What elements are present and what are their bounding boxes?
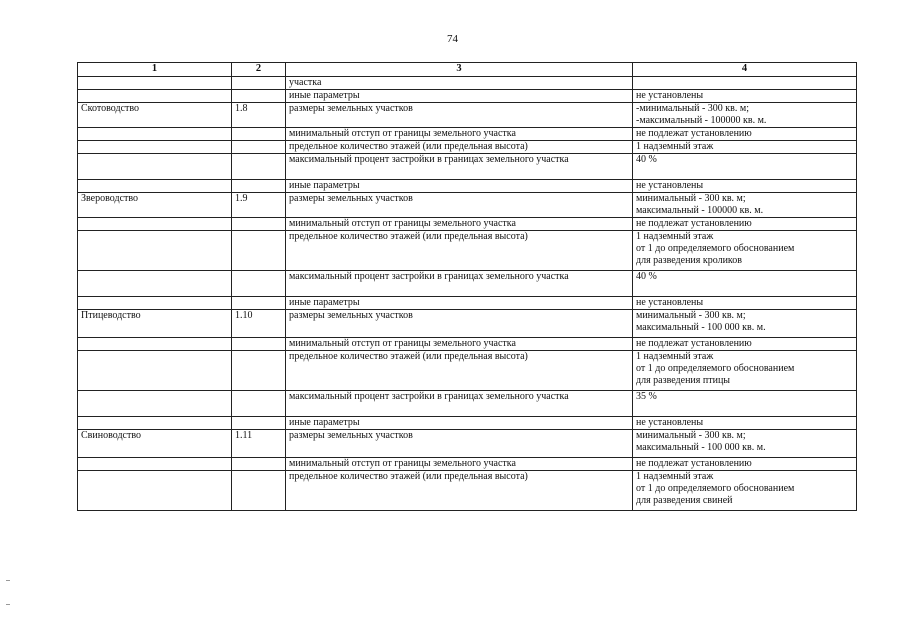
cell-code (232, 471, 286, 511)
cell-name (78, 351, 232, 391)
cell-value: не установлены (633, 180, 857, 193)
page-number: 74 (447, 33, 458, 45)
table-row (78, 338, 857, 351)
cell-name (78, 231, 232, 271)
value-line: максимальный - 100000 кв. м. (636, 205, 764, 216)
cell-value (633, 103, 857, 128)
cell-name (78, 338, 232, 351)
value-line: для разведения свиней (636, 495, 733, 506)
table-row (78, 271, 857, 297)
cell-name (78, 154, 232, 180)
cell-param: максимальный процент застройки в границах земельного участка (286, 154, 633, 180)
value-line: -максимальный - 100000 кв. м. (636, 115, 767, 126)
cell-code (232, 391, 286, 417)
cell-param: минимальный отступ от границы земельного участка (286, 338, 633, 351)
cell-name (78, 141, 232, 154)
cell-param: предельное количество этажей (или предельная высота) (286, 471, 633, 511)
cell-param: предельное количество этажей (или предельная высота) (286, 351, 633, 391)
cell-param: размеры земельных участков (286, 103, 633, 128)
table-row (78, 90, 857, 103)
table-row (78, 310, 857, 338)
cell-name (78, 417, 232, 430)
cell-param: иные параметры (286, 297, 633, 310)
cell-code (232, 218, 286, 231)
cell-param: минимальный отступ от границы земельного участка (286, 458, 633, 471)
cell-name (78, 458, 232, 471)
cell-value (633, 430, 857, 458)
cell-value: не подлежат установлению (633, 128, 857, 141)
activity-code: 1.11 (232, 430, 286, 458)
cell-param: иные параметры (286, 180, 633, 193)
cell-name (78, 218, 232, 231)
table-header-row (78, 63, 857, 77)
cell-param: максимальный процент застройки в границах земельного участка (286, 391, 633, 417)
value-line: от 1 до определяемого обоснованием (636, 363, 795, 374)
value-line: максимальный - 100 000 кв. м. (636, 322, 766, 333)
cell-value (633, 77, 857, 90)
table-row (78, 458, 857, 471)
cell-param: минимальный отступ от границы земельного участка (286, 128, 633, 141)
cell-param: предельное количество этажей (или предельная высота) (286, 141, 633, 154)
value-line: минимальный - 300 кв. м; (636, 310, 746, 321)
activity-name: Птицеводство (78, 310, 232, 338)
value-line: максимальный - 100 000 кв. м. (636, 442, 766, 453)
cell-param: размеры земельных участков (286, 193, 633, 218)
cell-value: не подлежат установлению (633, 338, 857, 351)
cell-value (633, 193, 857, 218)
value-line: от 1 до определяемого обоснованием (636, 483, 795, 494)
activity-code: 1.10 (232, 310, 286, 338)
value-line: 1 надземный этаж (636, 231, 714, 242)
cell-param: участка (286, 77, 633, 90)
cell-name (78, 297, 232, 310)
cell-code (232, 458, 286, 471)
cell-value: не установлены (633, 90, 857, 103)
cell-code (232, 338, 286, 351)
header-col-1: 1 (78, 63, 232, 77)
value-line: от 1 до определяемого обоснованием (636, 243, 795, 254)
cell-name (78, 271, 232, 297)
cell-code (232, 231, 286, 271)
table-row (78, 231, 857, 271)
scan-edge-mark (6, 604, 10, 605)
cell-value: 1 надземный этаж (633, 141, 857, 154)
cell-param: минимальный отступ от границы земельного участка (286, 218, 633, 231)
cell-code (232, 128, 286, 141)
value-line: 1 надземный этаж (636, 351, 714, 362)
activity-code: 1.8 (232, 103, 286, 128)
cell-value: не подлежат установлению (633, 218, 857, 231)
activity-name: Свиноводство (78, 430, 232, 458)
cell-code (232, 297, 286, 310)
cell-value: не подлежат установлению (633, 458, 857, 471)
cell-code (232, 351, 286, 391)
cell-name (78, 77, 232, 90)
cell-param: размеры земельных участков (286, 430, 633, 458)
cell-name (78, 90, 232, 103)
cell-value: не установлены (633, 417, 857, 430)
value-line: -минимальный - 300 кв. м; (636, 103, 749, 114)
value-line: минимальный - 300 кв. м; (636, 193, 746, 204)
cell-name (78, 128, 232, 141)
table-row (78, 417, 857, 430)
table-row (78, 471, 857, 511)
cell-param: максимальный процент застройки в границах земельного участка (286, 271, 633, 297)
land-use-parameters-table (77, 62, 857, 511)
table-row (78, 193, 857, 218)
activity-code: 1.9 (232, 193, 286, 218)
table-row (78, 180, 857, 193)
cell-name (78, 180, 232, 193)
cell-param: иные параметры (286, 90, 633, 103)
table-row (78, 103, 857, 128)
table-row (78, 128, 857, 141)
cell-value: 35 % (633, 391, 857, 417)
header-col-3: 3 (286, 63, 633, 77)
cell-name (78, 391, 232, 417)
header-col-2: 2 (232, 63, 286, 77)
cell-code (232, 90, 286, 103)
table-row (78, 154, 857, 180)
table-row (78, 430, 857, 458)
table-row (78, 391, 857, 417)
cell-value (633, 351, 857, 391)
cell-param: предельное количество этажей (или предельная высота) (286, 231, 633, 271)
activity-name: Скотоводство (78, 103, 232, 128)
cell-code (232, 77, 286, 90)
scan-edge-mark (6, 580, 10, 581)
cell-value (633, 471, 857, 511)
value-line: 1 надземный этаж (636, 471, 714, 482)
cell-value: не установлены (633, 297, 857, 310)
cell-name (78, 471, 232, 511)
header-col-4: 4 (633, 63, 857, 77)
cell-code (232, 154, 286, 180)
table-row (78, 141, 857, 154)
value-line: минимальный - 300 кв. м; (636, 430, 746, 441)
table-row (78, 351, 857, 391)
value-line: для разведения кроликов (636, 255, 743, 266)
activity-name: Звероводство (78, 193, 232, 218)
value-line: для разведения птицы (636, 375, 731, 386)
cell-code (232, 417, 286, 430)
cell-code (232, 180, 286, 193)
table-row (78, 218, 857, 231)
cell-value: 40 % (633, 271, 857, 297)
cell-code (232, 141, 286, 154)
table-row (78, 77, 857, 90)
cell-value (633, 231, 857, 271)
cell-param: размеры земельных участков (286, 310, 633, 338)
cell-value: 40 % (633, 154, 857, 180)
table-row (78, 297, 857, 310)
cell-value (633, 310, 857, 338)
cell-code (232, 271, 286, 297)
cell-param: иные параметры (286, 417, 633, 430)
